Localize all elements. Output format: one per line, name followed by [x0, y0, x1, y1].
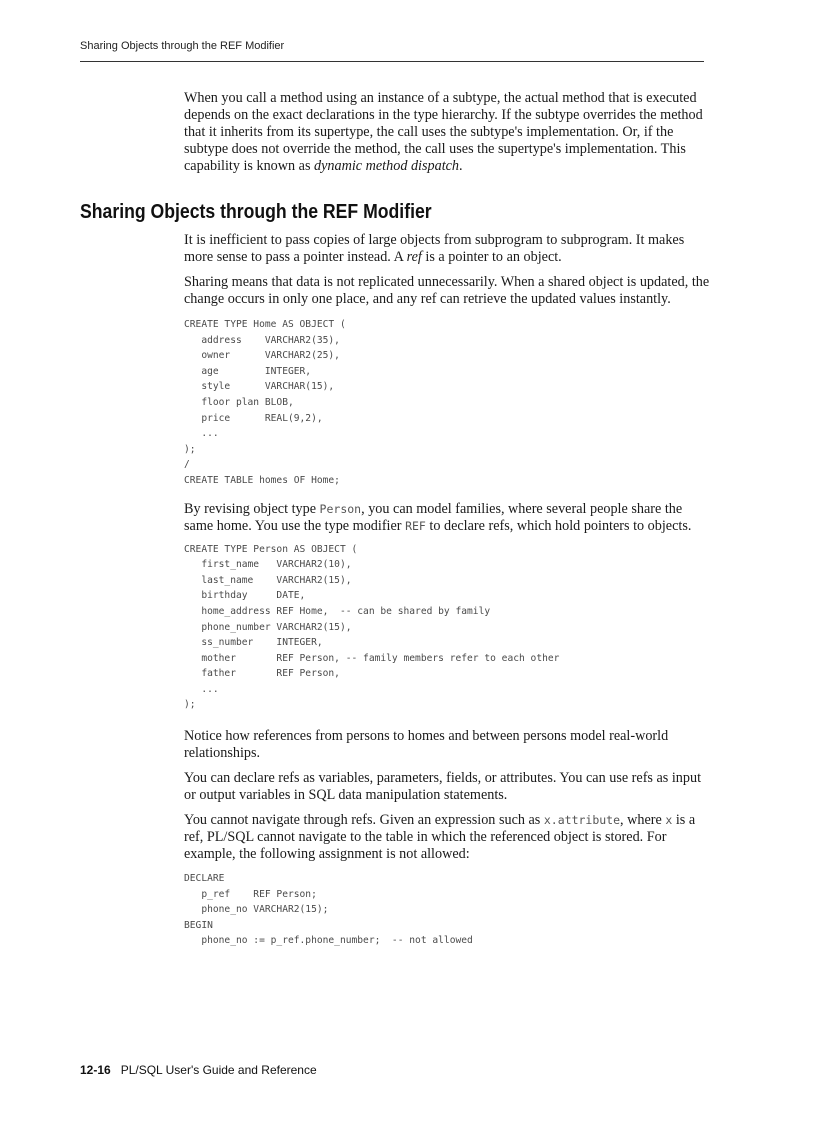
para6-text: You cannot navigate through refs. Given an expression such as	[184, 812, 544, 829]
running-header: Sharing Objects through the REF Modifier	[80, 40, 285, 52]
inline-code-ref: REF	[405, 518, 426, 533]
para6-text-end: is a ref, PL/SQL cannot navigate to the table in which the referenced object is stored. For example, the following assignment is not allowed:	[184, 812, 696, 863]
para1-text-end: is a pointer to an object.	[421, 249, 562, 265]
para1-emphasis: ref	[406, 249, 422, 265]
paragraph-person-ref	[184, 501, 714, 535]
code-example-home: CREATE TYPE Home AS OBJECT ( address VARCHAR2(35), owner VARCHAR2(25), age INTEGER, style VARCHAR(15), floor plan BLOB, price REAL(9,2), ... ); / CREATE TABLE homes OF Home;	[184, 319, 346, 486]
para1-text: It is inefficient to pass copies of large objects from subprogram to subprogram. It makes more sense to pass a pointer instead. A	[184, 232, 685, 265]
inline-code-x-attribute: x.attribute	[543, 813, 621, 828]
book-title: PL/SQL User's Guide and Reference	[120, 1063, 317, 1077]
section-title: Sharing Objects through the REF Modifier	[80, 200, 432, 223]
code-example-person: CREATE TYPE Person AS OBJECT ( first_name VARCHAR2(10), last_name VARCHAR2(15), birthday DATE, home_address REF Home, -- can be shared by family phone_number VARCHAR2(15), ss_number INTEGER, mother REF Person, -- family members refer to each other father REF Person, ... );	[184, 543, 560, 711]
code-example-declare: DECLARE p_ref REF Person; phone_no VARCHAR2(15); BEGIN phone_no := p_ref.phone_number; -- not allowed	[184, 873, 473, 947]
inline-code-person: Person	[319, 501, 362, 516]
para3-text-mid: , you can model families, where several people share the same home. You use the type modifier	[184, 500, 683, 534]
page-footer	[80, 1063, 317, 1077]
intro-paragraph	[184, 90, 714, 175]
paragraph-sharing: Sharing means that data is not replicated unnecessarily. When a shared object is updated, the change occurs in only one place, and any ref can retrieve the updated values instantly.	[184, 274, 710, 307]
paragraph-refs-intro	[184, 232, 714, 266]
inline-code-x: x	[665, 813, 673, 828]
paragraph-relationships: Notice how references from persons to homes and between persons model real-world relationships.	[184, 728, 669, 762]
paragraph-navigation	[184, 812, 714, 863]
intro-text: When you call a method using an instance of a subtype, the actual method that is executed depends on the exact declarations in the type hierarchy. If the subtype overrides the method that it inherits from its supertype, the call uses the subtype's implementation. Or, if the subtype does not override the method, the call uses the supertype's implementation. This capability is known as	[184, 90, 703, 174]
page-number: 12-16	[80, 1063, 111, 1077]
para6-text-mid: , where	[620, 812, 666, 829]
intro-text-end: .	[459, 158, 463, 174]
paragraph-declare-refs: You can declare refs as variables, parameters, fields, or attributes. You can use refs as input or output variables in SQL data manipulation statements.	[184, 770, 702, 804]
para3-text-end: to declare refs, which hold pointers to objects.	[425, 517, 692, 534]
intro-block	[184, 90, 714, 175]
para3-text: By revising object type	[184, 500, 320, 517]
intro-emphasis: dynamic method dispatch	[314, 158, 460, 174]
section-body	[184, 232, 714, 949]
header-rule	[80, 61, 704, 62]
